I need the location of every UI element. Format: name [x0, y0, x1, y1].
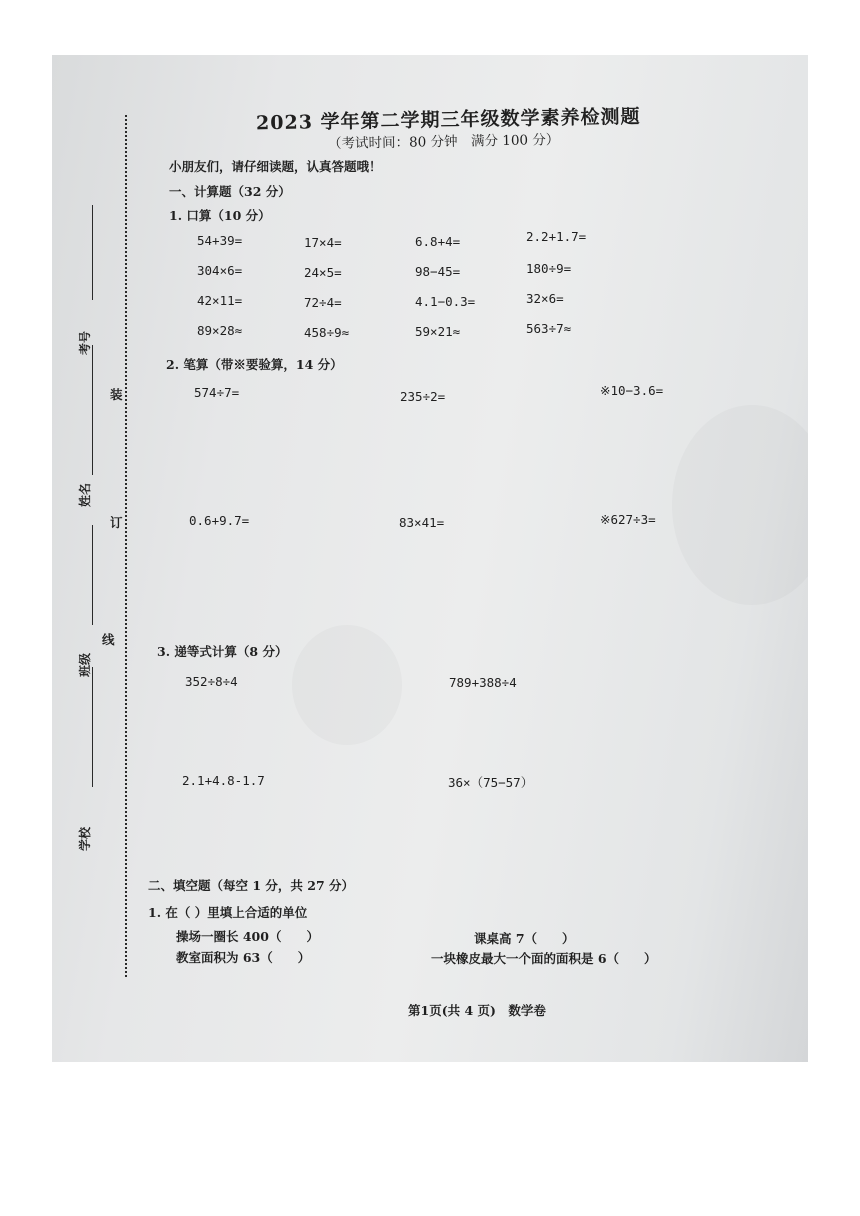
- class-blank: [92, 525, 93, 625]
- binding-dotted-line: [125, 115, 127, 977]
- written-calc: 235÷2=: [400, 389, 446, 404]
- oral-calc: 4.1−0.3=: [415, 294, 476, 309]
- oral-calc: 98−45=: [415, 264, 461, 279]
- q1-heading: 1. 口算（10 分）: [169, 208, 271, 223]
- fill-q1-heading: 1. 在（ ）里填上合适的单位: [148, 905, 308, 920]
- class-label: 班级: [78, 652, 92, 677]
- exam-number-label: 考号: [78, 330, 92, 355]
- written-calc: 0.6+9.7=: [189, 513, 250, 528]
- oral-calc: 2.2+1.7=: [526, 229, 587, 244]
- written-calc: ※627÷3=: [600, 512, 656, 527]
- section1-heading: 一、计算题（32 分）: [169, 184, 291, 199]
- fill-item: 操场一圈长 400（ ）: [176, 929, 319, 944]
- oral-calc: 304×6=: [197, 263, 243, 278]
- exam-number-blank: [92, 205, 93, 300]
- oral-calc: 54+39=: [197, 233, 243, 248]
- step-calc: 2.1+4.8-1.7: [182, 773, 265, 788]
- page-shadow: [292, 625, 402, 745]
- greeting: 小朋友们，请仔细读题，认真答题哦！: [169, 159, 382, 174]
- exam-subtitle: （考试时间：80 分钟 满分 100 分）: [327, 131, 560, 153]
- written-calc: 574÷7=: [194, 385, 240, 400]
- oral-calc: 89×28≈: [197, 323, 243, 338]
- name-label: 姓名: [78, 482, 92, 507]
- oral-calc: 59×21≈: [415, 324, 461, 339]
- name-blank: [92, 345, 93, 475]
- binding-char-zhuang: 装: [110, 387, 123, 402]
- step-calc: 36×（75−57）: [448, 775, 534, 790]
- oral-calc: 6.8+4=: [415, 234, 461, 249]
- oral-calc: 42×11=: [197, 293, 243, 308]
- written-calc: ※10−3.6=: [600, 383, 664, 398]
- oral-calc: 72÷4=: [304, 295, 342, 310]
- section2-heading: 二、填空题（每空 1 分，共 27 分）: [148, 878, 355, 893]
- fill-item: 教室面积为 63（ ）: [176, 950, 311, 965]
- fill-item: 一块橡皮最大一个面的面积是 6（ ）: [431, 951, 657, 966]
- step-calc: 352÷8÷4: [185, 674, 238, 689]
- school-blank: [92, 667, 93, 787]
- fill-item: 课桌高 7（ ）: [474, 931, 575, 946]
- oral-calc: 17×4=: [304, 235, 342, 250]
- q3-heading: 3. 递等式计算（8 分）: [157, 644, 288, 659]
- exam-title: 2023 学年第二学期三年级数学素养检测题: [255, 105, 641, 135]
- scanned-exam-page: [52, 55, 808, 1062]
- binding-char-ding: 订: [110, 515, 123, 530]
- oral-calc: 24×5=: [304, 265, 342, 280]
- q2-heading: 2. 笔算（带※要验算，14 分）: [166, 357, 343, 372]
- oral-calc: 458÷9≈: [304, 325, 350, 340]
- oral-calc: 32×6=: [526, 291, 564, 306]
- page-footer: 第1页(共 4 页) 数学卷: [408, 1003, 546, 1018]
- oral-calc: 180÷9=: [526, 261, 572, 276]
- oral-calc: 563÷7≈: [526, 321, 572, 336]
- written-calc: 83×41=: [399, 515, 445, 530]
- page-shadow: [672, 405, 808, 605]
- binding-char-xian: 线: [102, 632, 115, 647]
- school-label: 学校: [78, 826, 92, 851]
- step-calc: 789+388÷4: [449, 675, 517, 690]
